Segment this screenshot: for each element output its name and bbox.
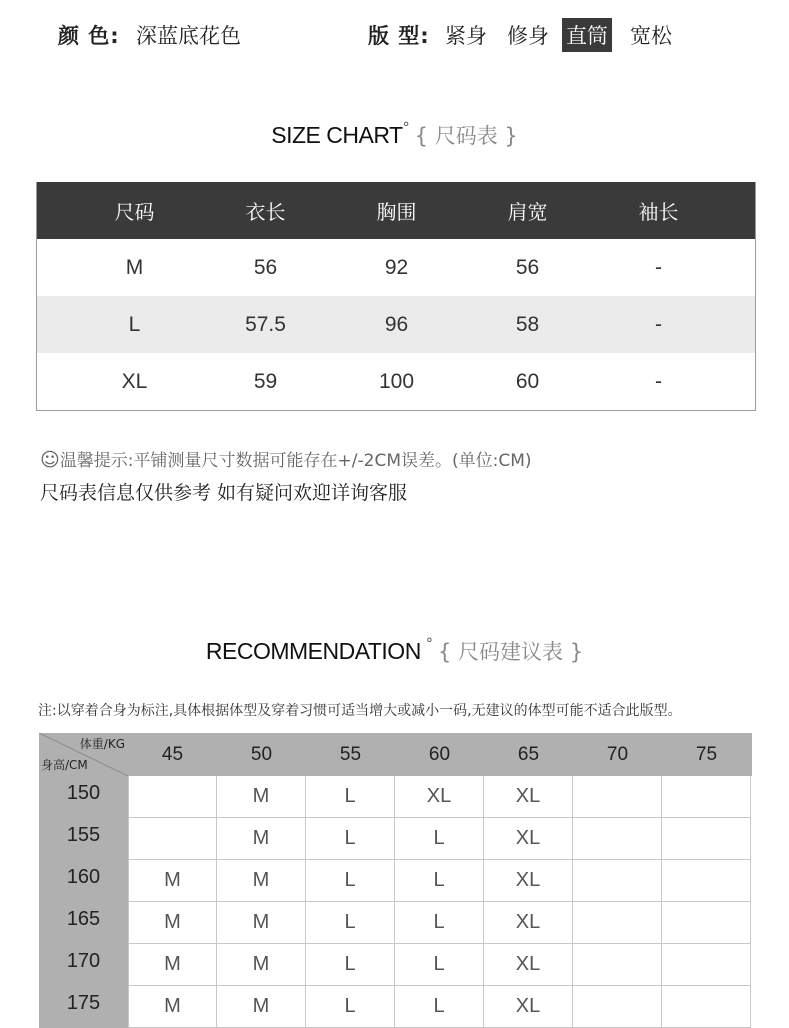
table-cell: L (395, 860, 484, 902)
header-sleeve: 袖长 (638, 200, 679, 224)
table-cell: 96 (384, 312, 409, 336)
fit-option-tight: 紧身 (445, 24, 487, 48)
size-chart-title-degree: ° (402, 120, 410, 136)
color-value: 深蓝底花色 (136, 24, 241, 48)
table-cell (573, 776, 662, 818)
table-cell: 60 (515, 369, 540, 393)
table-cell: M (217, 776, 306, 818)
height-label: 150 (39, 776, 128, 818)
table-cell (662, 902, 751, 944)
table-cell: M (217, 986, 306, 1028)
recommendation-table (39, 733, 752, 1028)
weight-header: 45 (161, 743, 184, 765)
corner-weight-label: 体重/KG (79, 737, 125, 751)
attribute-row (0, 16, 789, 50)
fit-label: 版 型: (368, 24, 430, 48)
height-label: 175 (39, 986, 128, 1028)
table-cell (662, 944, 751, 986)
tip-text: 温馨提示:平铺测量尺寸数据可能存在+/-2CM误差。(单位:CM) (59, 451, 532, 471)
corner-height-label: 身高/CM (41, 758, 88, 772)
table-cell: M (217, 944, 306, 986)
table-cell: - (655, 369, 662, 393)
table-cell (573, 818, 662, 860)
table-cell: M (217, 818, 306, 860)
table-cell: 100 (378, 369, 415, 393)
table-row (39, 944, 752, 986)
color-label: 颜 色: (58, 24, 120, 48)
table-cell (573, 902, 662, 944)
height-label: 160 (39, 860, 128, 902)
height-label: 170 (39, 944, 128, 986)
recommendation-title-en: RECOMMENDATION (205, 638, 421, 664)
table-cell (662, 818, 751, 860)
size-chart-header (37, 182, 755, 239)
table-cell: M (128, 860, 217, 902)
fit-option-slim: 修身 (507, 24, 549, 48)
table-row (39, 902, 752, 944)
table-cell: - (655, 255, 662, 279)
table-row (37, 239, 755, 296)
table-cell: XL (395, 776, 484, 818)
table-cell (573, 860, 662, 902)
recommendation-title (0, 636, 789, 666)
weight-header: 65 (517, 743, 540, 765)
table-row (39, 860, 752, 902)
size-chart-title-cn: { 尺码表 } (414, 124, 518, 148)
table-cell: M (128, 944, 217, 986)
table-cell: 92 (384, 255, 409, 279)
table-cell: 56 (515, 255, 540, 279)
weight-header: 70 (606, 743, 629, 765)
header-shoulder: 肩宽 (507, 200, 548, 224)
reference-note: 尺码表信息仅供参考 如有疑问欢迎详询客服 (40, 482, 408, 504)
table-cell: M (125, 255, 144, 279)
size-chart-title-en: SIZE CHART (271, 122, 403, 148)
table-cell: L (306, 860, 395, 902)
table-cell (662, 776, 751, 818)
table-cell: M (217, 902, 306, 944)
table-cell: L (306, 776, 395, 818)
table-cell (573, 986, 662, 1028)
table-cell: XL (484, 986, 573, 1028)
table-cell: L (395, 818, 484, 860)
table-row (37, 353, 755, 410)
fit-option-loose: 宽松 (630, 24, 672, 48)
weight-header: 55 (339, 743, 362, 765)
table-row (39, 818, 752, 860)
table-cell: L (395, 944, 484, 986)
height-label: 165 (39, 902, 128, 944)
table-cell: M (128, 902, 217, 944)
header-length: 衣长 (245, 200, 286, 224)
table-row (37, 296, 755, 353)
header-size: 尺码 (114, 200, 155, 224)
table-cell: 58 (515, 312, 540, 336)
table-cell: L (306, 944, 395, 986)
table-cell: M (217, 860, 306, 902)
table-cell: L (306, 986, 395, 1028)
weight-header: 50 (250, 743, 273, 765)
table-row (39, 776, 752, 818)
recommendation-note: 注:以穿着合身为标注,具体根据体型及穿着习惯可适当增大或减小一码,无建议的体型可能不适合此版型。 (38, 703, 682, 719)
smiley-icon: ☺ (40, 449, 60, 471)
table-cell: XL (484, 944, 573, 986)
recommendation-title-cn: { 尺码建议表 } (438, 640, 584, 664)
table-cell: XL (484, 776, 573, 818)
table-cell: L (395, 902, 484, 944)
table-cell: L (306, 902, 395, 944)
table-cell: M (128, 986, 217, 1028)
table-cell (128, 818, 217, 860)
table-cell: XL (484, 902, 573, 944)
recommendation-title-degree: ° (425, 636, 433, 652)
fit-option-straight: 直筒 (562, 18, 612, 52)
table-cell: XL (121, 369, 148, 393)
table-cell (662, 860, 751, 902)
table-cell: L (128, 312, 141, 336)
weight-header: 60 (428, 743, 451, 765)
weight-header: 75 (695, 743, 718, 765)
table-cell: 56 (253, 255, 278, 279)
measurement-tip (40, 446, 532, 471)
table-row (39, 986, 752, 1028)
size-chart-table (36, 182, 756, 411)
table-cell: L (395, 986, 484, 1028)
table-cell (662, 986, 751, 1028)
table-cell: 59 (253, 369, 278, 393)
header-bust: 胸围 (376, 200, 417, 224)
table-cell: XL (484, 818, 573, 860)
table-cell: - (655, 312, 662, 336)
recommendation-header (39, 733, 752, 776)
recommendation-body (39, 776, 752, 1028)
table-cell (573, 944, 662, 986)
height-label: 155 (39, 818, 128, 860)
table-cell: L (306, 818, 395, 860)
table-cell: 57.5 (245, 312, 286, 336)
table-cell: XL (484, 860, 573, 902)
header-corner (39, 733, 128, 776)
size-chart-title (0, 120, 789, 150)
table-cell (128, 776, 217, 818)
